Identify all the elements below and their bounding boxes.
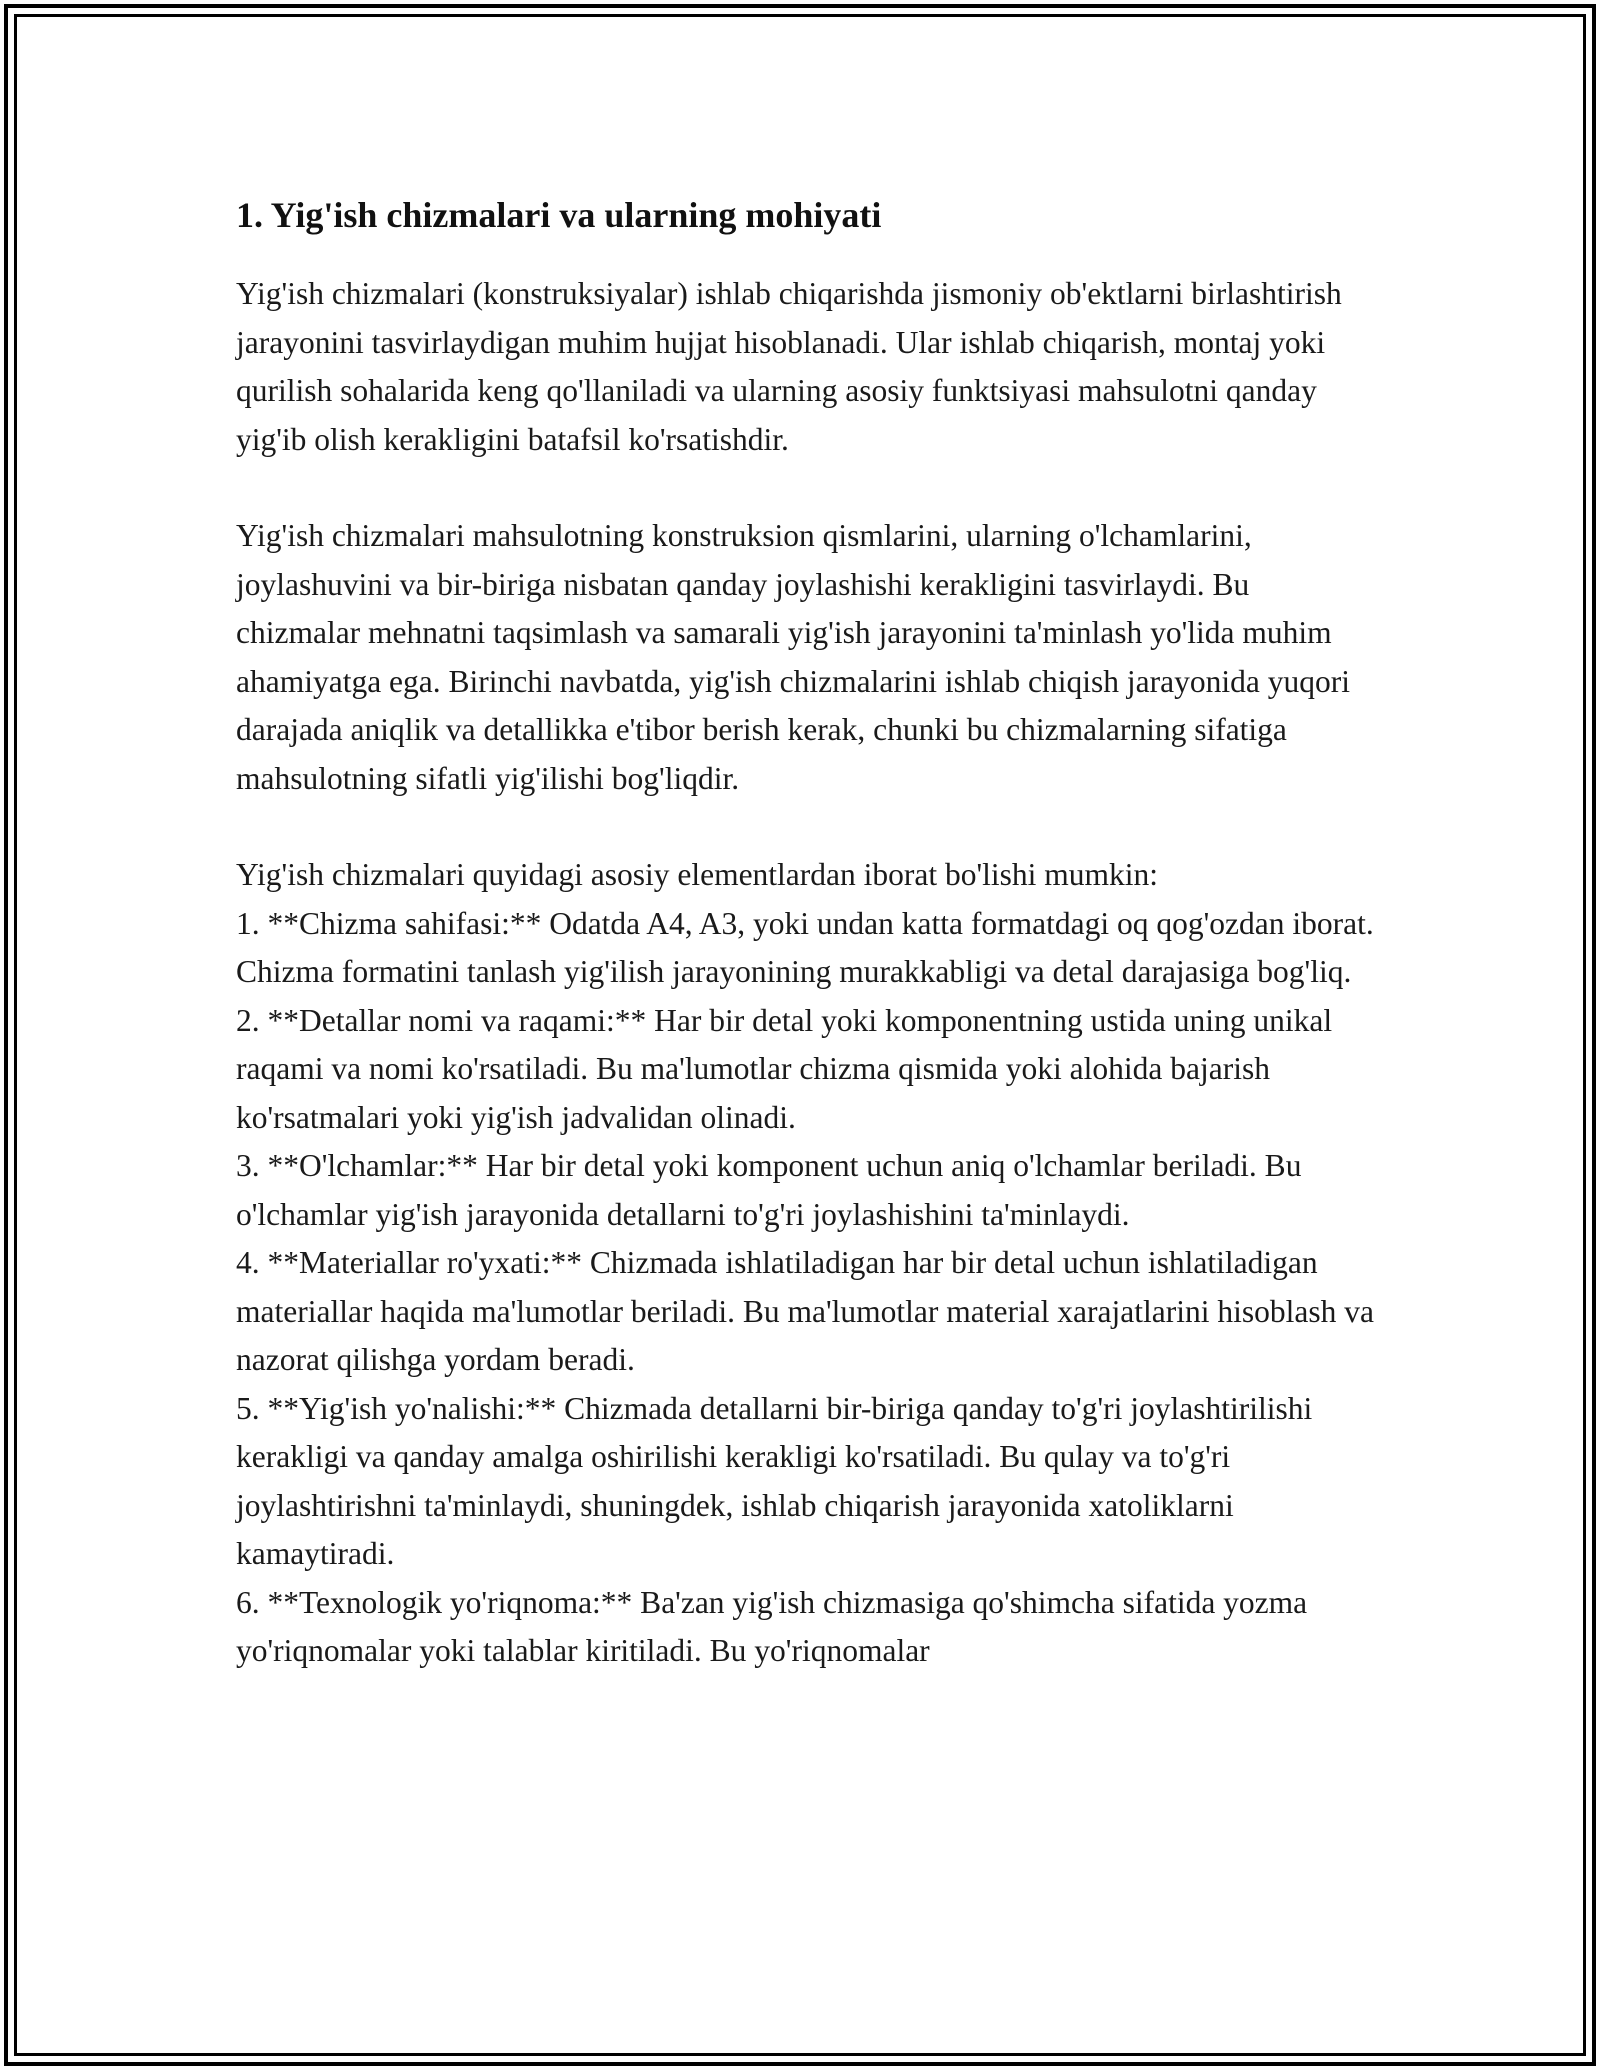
- document-body: [236, 188, 1376, 1676]
- list-item: 5. **Yig'ish yo'nalishi:** Chizmada detallarni bir-biriga qanday to'g'ri joylashtirilishi kerakligi va qanday amalga oshirilishi kerakligi ko'rsatiladi. Bu qulay va to'g'ri joylashtirishni ta'minlaydi, shuningdek, ishlab chiqarish jarayonida xatoliklarni kamaytiradi.: [236, 1390, 1313, 1571]
- list-item: 6. **Texnologik yo'riqnoma:** Ba'zan yig'ish chizmasiga qo'shimcha sifatida yozma yo'riqnomalar yoki talablar kiritiladi. Bu yo'riqnomalar: [236, 1584, 1308, 1668]
- paragraph: Yig'ish chizmalari mahsulotning konstruksion qismlarini, ularning o'lchamlarini, joylashuvini va bir-biriga nisbatan qanday joylashishi kerakligini tasvirlaydi. Bu chizmalar mehnatni taqsimlash va samarali yig'ish jarayonini ta'minlash yo'lida muhim ahamiyatga ega. Birinchi navbatda, yig'ish chizmalarini ishlab chiqish jarayonida yuqori darajada aniqlik va detallikka e'tibor berish kerak, chunki bu chizmalarning sifatiga mahsulotning sifatli yig'ilishi bog'liqdir.: [236, 518, 1350, 796]
- list-item: 1. **Chizma sahifasi:** Odatda A4, A3, yoki undan katta formatdagi oq qog'ozdan iborat. Chizma formatini tanlash yig'ilish jarayonining murakkabligi va detal darajasiga bog'liq.: [236, 905, 1374, 989]
- section-heading: 1. Yig'ish chizmalari va ularning mohiyati: [236, 195, 882, 235]
- list-intro: Yig'ish chizmalari quyidagi asosiy elementlardan iborat bo'lishi mumkin:: [236, 857, 1159, 892]
- list-item: 4. **Materiallar ro'yxati:** Chizmada ishlatiladigan har bir detal uchun ishlatiladigan materiallar haqida ma'lumotlar beriladi. Bu ma'lumotlar material xarajatlarini hisoblash va nazorat qilishga yordam beradi.: [236, 1245, 1374, 1377]
- paragraph: Yig'ish chizmalari (konstruksiyalar) ishlab chiqarishda jismoniy ob'ektlarni birlashtirish jarayonini tasvirlaydigan muhim hujjat hisoblanadi. Ular ishlab chiqarish, montaj yoki qurilish sohalarida keng qo'llaniladi va ularning asosiy funktsiyasi mahsulotni qanday yig'ib olish kerakligini batafsil ko'rsatishdir.: [236, 276, 1342, 457]
- list-item: 2. **Detallar nomi va raqami:** Har bir detal yoki komponentning ustida uning unikal raqami va nomi ko'rsatiladi. Bu ma'lumotlar chizma qismida yoki alohida bajarish ko'rsatmalari yoki yig'ish jadvalidan olinadi.: [236, 1002, 1333, 1135]
- list-item: 3. **O'lchamlar:** Har bir detal yoki komponent uchun aniq o'lchamlar beriladi. Bu o'lchamlar yig'ish jarayonida detallarni to'g'ri joylashishini ta'minlaydi.: [236, 1148, 1302, 1232]
